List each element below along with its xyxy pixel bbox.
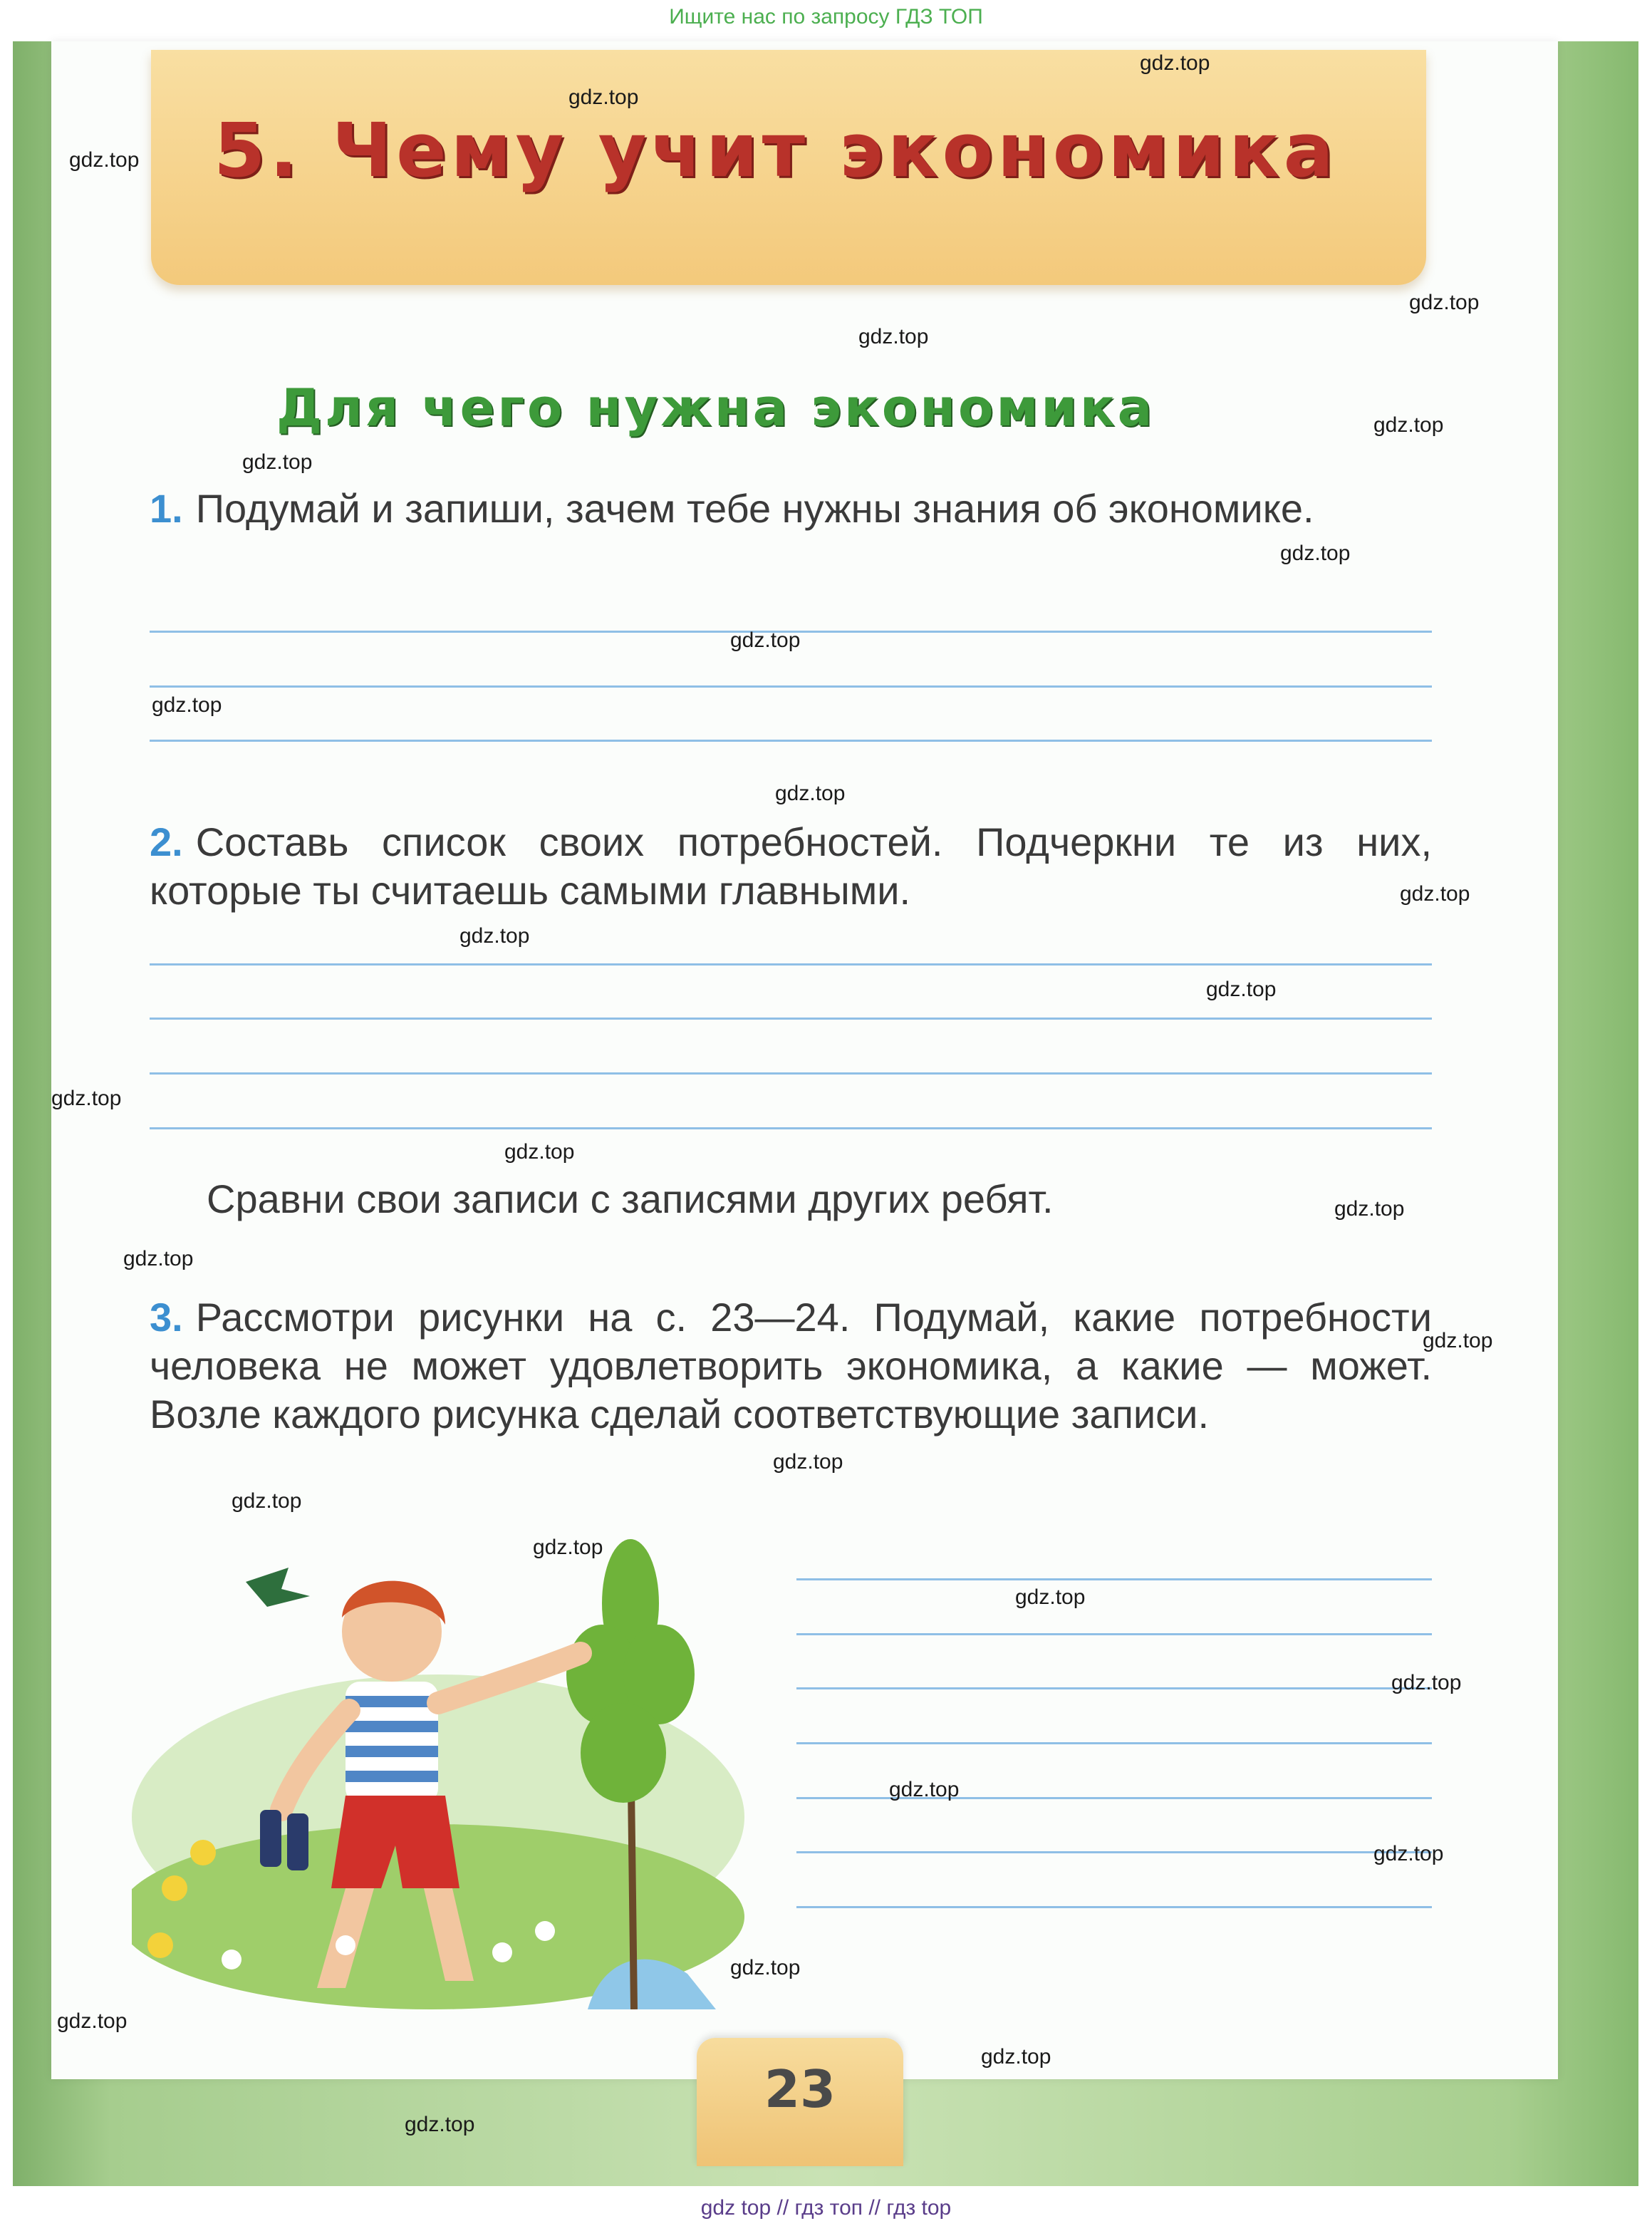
watermark: gdz.top: [889, 1778, 960, 1801]
top-promo-banner: Ищите нас по запросу ГДЗ ТОП: [669, 5, 983, 29]
answer-line[interactable]: [150, 1072, 1432, 1075]
watermark: gdz.top: [981, 2045, 1051, 2069]
watermark: gdz.top: [1206, 978, 1277, 1001]
answer-line[interactable]: [150, 685, 1432, 688]
section-title: Для чего нужна экономика: [276, 378, 1155, 438]
answer-line[interactable]: [796, 1578, 1432, 1580]
watermark: gdz.top: [1140, 51, 1210, 75]
watermark: gdz.top: [1373, 413, 1444, 437]
task-3-text: Рассмотри рисунки на с. 23—24. Подумай, какие потребности человека не может удовлетворить экономика, а какие — может. Возле каждого рисунка сделай соответствующие записи.: [150, 1295, 1432, 1436]
chapter-title: 5. Чему учит экономика: [214, 107, 1338, 194]
watermark: gdz.top: [773, 1450, 843, 1474]
watermark: gdz.top: [730, 628, 801, 652]
watermark: gdz.top: [533, 1536, 603, 1559]
task-3: [150, 1293, 1432, 1439]
watermark: gdz.top: [405, 2113, 475, 2136]
watermark: gdz.top: [1409, 291, 1480, 314]
watermark: gdz.top: [1280, 542, 1351, 565]
watermark: gdz.top: [1015, 1585, 1086, 1609]
watermark: gdz.top: [459, 924, 530, 948]
watermark: gdz.top: [1334, 1197, 1405, 1221]
watermark: gdz.top: [1391, 1671, 1462, 1694]
watermark: gdz.top: [69, 148, 140, 172]
task-2: [150, 818, 1432, 915]
watermark: gdz.top: [568, 86, 639, 109]
answer-line[interactable]: [150, 1018, 1432, 1020]
watermark: gdz.top: [775, 782, 846, 805]
watermark: gdz.top: [858, 325, 929, 348]
task-1-text: Подумай и запиши, зачем тебе нужны знания об экономике.: [195, 486, 1314, 531]
watermark: gdz.top: [232, 1489, 302, 1513]
page-number: 23: [764, 2059, 836, 2119]
task-2-number: 2.: [150, 819, 183, 864]
watermark: gdz.top: [123, 1247, 194, 1270]
compare-note: Сравни свои записи с записями других ребят.: [207, 1176, 1054, 1221]
watermark: gdz.top: [1373, 1842, 1444, 1865]
answer-line[interactable]: [796, 1906, 1432, 1908]
task-1-number: 1.: [150, 486, 183, 531]
watermark: gdz.top: [152, 693, 222, 717]
task-1: [150, 485, 1432, 533]
answer-line[interactable]: [796, 1633, 1432, 1635]
answer-line[interactable]: [150, 740, 1432, 742]
watermark: gdz.top: [1400, 882, 1470, 906]
watermark: gdz.top: [242, 450, 313, 474]
answer-line[interactable]: [796, 1742, 1432, 1744]
answer-line[interactable]: [150, 1127, 1432, 1129]
bottom-promo-banner: gdz top // гдз топ // гдз top: [700, 2196, 952, 2220]
boy-meadow-illustration: [132, 1518, 773, 2009]
task-2-text: Составь список своих потребностей. Подчеркни те из них, которые ты считаешь самыми главными.: [150, 819, 1432, 913]
answer-line[interactable]: [796, 1687, 1432, 1689]
watermark: gdz.top: [504, 1140, 575, 1164]
answer-line[interactable]: [796, 1851, 1432, 1853]
watermark: gdz.top: [1423, 1329, 1493, 1352]
task-3-number: 3.: [150, 1295, 183, 1340]
watermark: gdz.top: [730, 1956, 801, 1979]
watermark: gdz.top: [57, 2009, 128, 2033]
watermark: gdz.top: [51, 1087, 122, 1110]
answer-line[interactable]: [150, 963, 1432, 966]
